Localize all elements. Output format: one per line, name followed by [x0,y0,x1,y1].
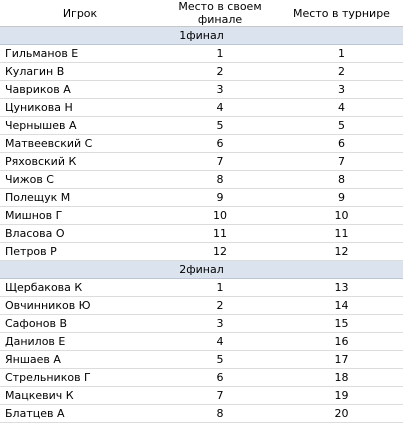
final-place-cell: 2 [160,297,280,315]
tournament-place-cell: 3 [280,81,403,99]
group-title: 1финал [0,27,403,45]
final-place-cell: 8 [160,405,280,423]
player-name-cell: Матвеевский С [0,135,160,153]
table-row [0,333,403,351]
tournament-place-cell: 11 [280,225,403,243]
tournament-place-cell: 14 [280,297,403,315]
table-row [0,99,403,117]
final-place-cell: 5 [160,351,280,369]
player-name-cell: Сафонов В [0,315,160,333]
tournament-place-cell: 1 [280,45,403,63]
tournament-place-cell: 13 [280,279,403,297]
table-row [0,351,403,369]
player-name-cell: Стрельников Г [0,369,160,387]
table-row [0,279,403,297]
final-place-cell: 10 [160,207,280,225]
player-name-cell: Петров Р [0,243,160,261]
final-place-cell: 11 [160,225,280,243]
table-row [0,45,403,63]
table-row [0,117,403,135]
tournament-place-cell: 12 [280,243,403,261]
table-row [0,387,403,405]
table-row [0,153,403,171]
tournament-place-cell: 15 [280,315,403,333]
table-row [0,369,403,387]
player-name-cell: Яншаев А [0,351,160,369]
final-place-cell: 7 [160,153,280,171]
table-row [0,171,403,189]
player-name-cell: Полещук М [0,189,160,207]
tournament-place-cell: 8 [280,171,403,189]
tournament-place-cell: 4 [280,99,403,117]
final-place-cell: 8 [160,171,280,189]
player-name-cell: Чавриков А [0,81,160,99]
tournament-place-cell: 7 [280,153,403,171]
player-name-cell: Власова О [0,225,160,243]
column-header-player[interactable]: Игрок [0,0,160,27]
final-place-cell: 1 [160,279,280,297]
tournament-place-cell: 17 [280,351,403,369]
final-place-cell: 3 [160,315,280,333]
tournament-place-cell: 6 [280,135,403,153]
table-row [0,225,403,243]
final-place-cell: 6 [160,369,280,387]
header-row [0,0,403,27]
group-row [0,27,403,45]
group-row [0,261,403,279]
player-name-cell: Чернышев А [0,117,160,135]
table-header [0,0,403,27]
player-name-cell: Кулагин В [0,63,160,81]
player-name-cell: Овчинников Ю [0,297,160,315]
table-row [0,135,403,153]
tournament-place-cell: 20 [280,405,403,423]
tournament-place-cell: 16 [280,333,403,351]
table-row [0,297,403,315]
table-row [0,189,403,207]
tournament-place-cell: 18 [280,369,403,387]
tournament-place-cell: 10 [280,207,403,225]
tournament-place-cell: 9 [280,189,403,207]
final-place-cell: 1 [160,45,280,63]
player-name-cell: Чижов С [0,171,160,189]
tournament-place-cell: 19 [280,387,403,405]
table-body [0,27,403,423]
table-row [0,207,403,225]
player-name-cell: Блатцев А [0,405,160,423]
final-place-cell: 7 [160,387,280,405]
player-name-cell: Мишнов Г [0,207,160,225]
player-name-cell: Гильманов Е [0,45,160,63]
tournament-place-cell: 2 [280,63,403,81]
final-place-cell: 2 [160,63,280,81]
player-name-cell: Цуникова Н [0,99,160,117]
final-place-cell: 6 [160,135,280,153]
player-name-cell: Щербакова К [0,279,160,297]
tournament-place-cell: 5 [280,117,403,135]
column-header-tournament-place[interactable]: Место в турнире [280,0,403,27]
final-place-cell: 4 [160,99,280,117]
final-place-cell: 4 [160,333,280,351]
column-header-final-place[interactable]: Место в своем финале [160,0,280,27]
table-row [0,243,403,261]
table-row [0,81,403,99]
group-title: 2финал [0,261,403,279]
final-place-cell: 12 [160,243,280,261]
final-place-cell: 3 [160,81,280,99]
table-row [0,315,403,333]
player-name-cell: Мацкевич К [0,387,160,405]
final-place-cell: 9 [160,189,280,207]
table-row [0,63,403,81]
final-place-cell: 5 [160,117,280,135]
player-name-cell: Данилов Е [0,333,160,351]
player-name-cell: Ряховский К [0,153,160,171]
